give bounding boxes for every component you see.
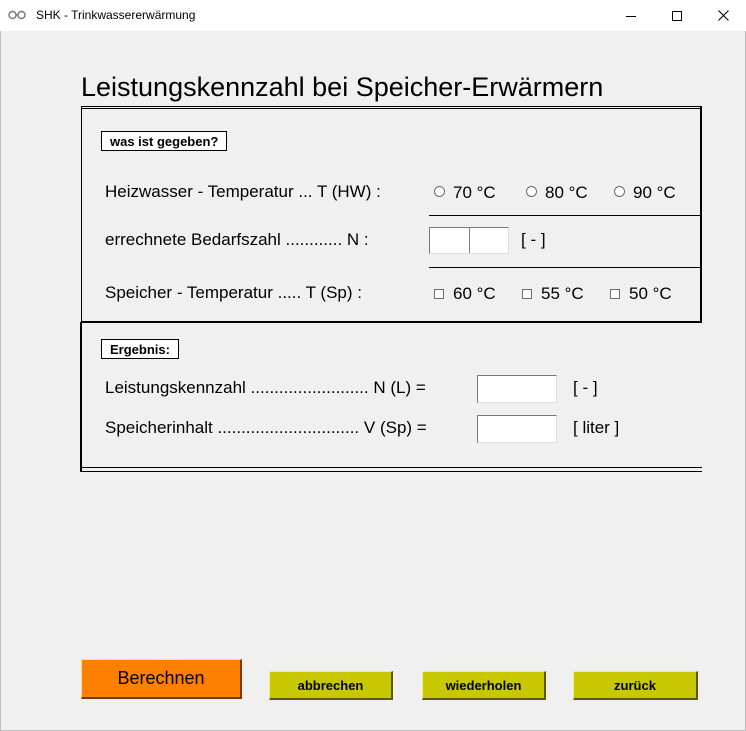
close-button[interactable] — [700, 0, 746, 31]
minimize-icon — [626, 11, 636, 21]
row-divider — [429, 215, 700, 216]
checkbox-60[interactable] — [434, 284, 496, 304]
result-panel-bottom-rule — [80, 467, 702, 472]
cancel-button[interactable]: abbrechen — [269, 671, 393, 700]
repeat-button[interactable]: wiederholen — [422, 671, 546, 700]
radio-90-label: 90 °C — [633, 183, 676, 202]
radio-70-label: 70 °C — [453, 183, 496, 202]
given-section-label: was ist gegeben? — [101, 131, 227, 151]
checkbox-50[interactable] — [610, 284, 672, 304]
maximize-button[interactable] — [654, 0, 700, 31]
bedarfszahl-input[interactable] — [429, 227, 509, 254]
radio-70[interactable] — [434, 183, 496, 203]
minimize-button[interactable] — [608, 0, 654, 31]
heizwasser-temperature-label: Heizwasser - Temperatur ... T (HW) : — [105, 182, 381, 201]
leistungskennzahl-output[interactable] — [477, 375, 557, 403]
leistungskennzahl-label: Leistungskennzahl ......................... N (L) = — [105, 378, 426, 397]
bedarfszahl-unit: [ - ] — [521, 230, 546, 249]
radio-button-icon — [434, 186, 445, 197]
app-logo-icon — [8, 10, 26, 20]
radio-80-label: 80 °C — [545, 183, 588, 202]
checkbox-60-label: 60 °C — [453, 284, 496, 303]
result-section-label: Ergebnis: — [101, 339, 179, 359]
checkbox-55[interactable] — [522, 284, 584, 304]
leistungskennzahl-unit: [ - ] — [573, 378, 598, 397]
speicherinhalt-label: Speicherinhalt .............................. V (Sp) = — [105, 418, 427, 437]
input-caret — [469, 228, 470, 253]
maximize-icon — [672, 11, 682, 21]
page-title: Leistungskennzahl bei Speicher-Erwärmern — [81, 72, 604, 102]
speicherinhalt-output[interactable] — [477, 415, 557, 443]
checkbox-icon — [610, 289, 620, 299]
calculate-button[interactable]: Berechnen — [81, 659, 242, 699]
radio-90[interactable] — [614, 183, 676, 203]
radio-80[interactable] — [526, 183, 588, 203]
checkbox-50-label: 50 °C — [629, 284, 672, 303]
speicher-temperature-label: Speicher - Temperatur ..... T (Sp) : — [105, 283, 362, 302]
checkbox-icon — [522, 289, 532, 299]
back-button[interactable]: zurück — [573, 671, 698, 700]
speicherinhalt-unit: [ liter ] — [573, 418, 620, 437]
checkbox-55-label: 55 °C — [541, 284, 584, 303]
bedarfszahl-label: errechnete Bedarfszahl ............ N : — [105, 230, 369, 249]
checkbox-icon — [434, 289, 444, 299]
radio-button-icon — [614, 186, 625, 197]
close-icon — [718, 10, 729, 21]
window-title: SHK - Trinkwassererwärmung — [36, 8, 196, 22]
radio-button-icon — [526, 186, 537, 197]
title-bar — [0, 0, 746, 31]
row-divider — [429, 267, 700, 268]
